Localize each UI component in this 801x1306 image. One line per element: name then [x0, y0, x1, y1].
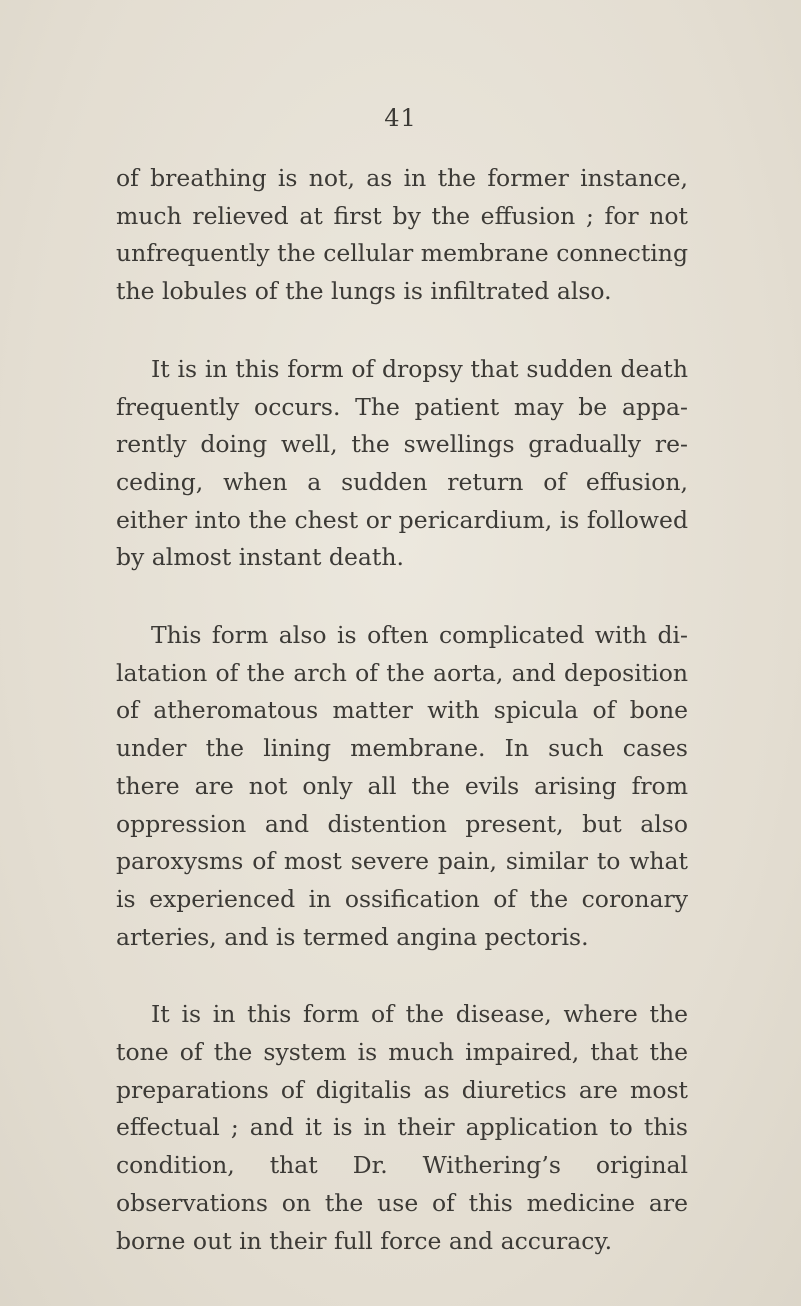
paragraph-3: This form also is often complicated with dilatation of the arch of the aorta, and deposition of atheromatous matter with spicula of bone under the lining membrane. In such cases there are not only all the evils arising from oppression and distention present, but also paroxysms of most severe pain, similar to what is experienced in ossification of the coronary arteries, and is termed angina pectoris. [116, 621, 688, 951]
body-text [116, 160, 688, 1260]
paragraph-2: It is in this form of dropsy that sudden death frequently occurs. The patient may be apparently doing well, the swellings gradually receding, when a sudden return of effusion, either into the chest or pericardium, is followed by almost instant death. [116, 354, 688, 572]
page-number: 41 [384, 104, 417, 132]
paragraph-1: of breathing is not, as in the former instance, much relieved at first by the effusion ; for not unfrequently the cellular membrane connecting the lobules of the lungs is infiltrated also. [116, 164, 688, 306]
paragraph-4: It is in this form of the disease, where the tone of the system is much impaired, that the preparations of digitalis as diuretics are most effectual ; and it is in their application to this condition, that Dr. Withering’s original observations on the use of this medicine are borne out in their full force and accuracy. [116, 1000, 688, 1255]
